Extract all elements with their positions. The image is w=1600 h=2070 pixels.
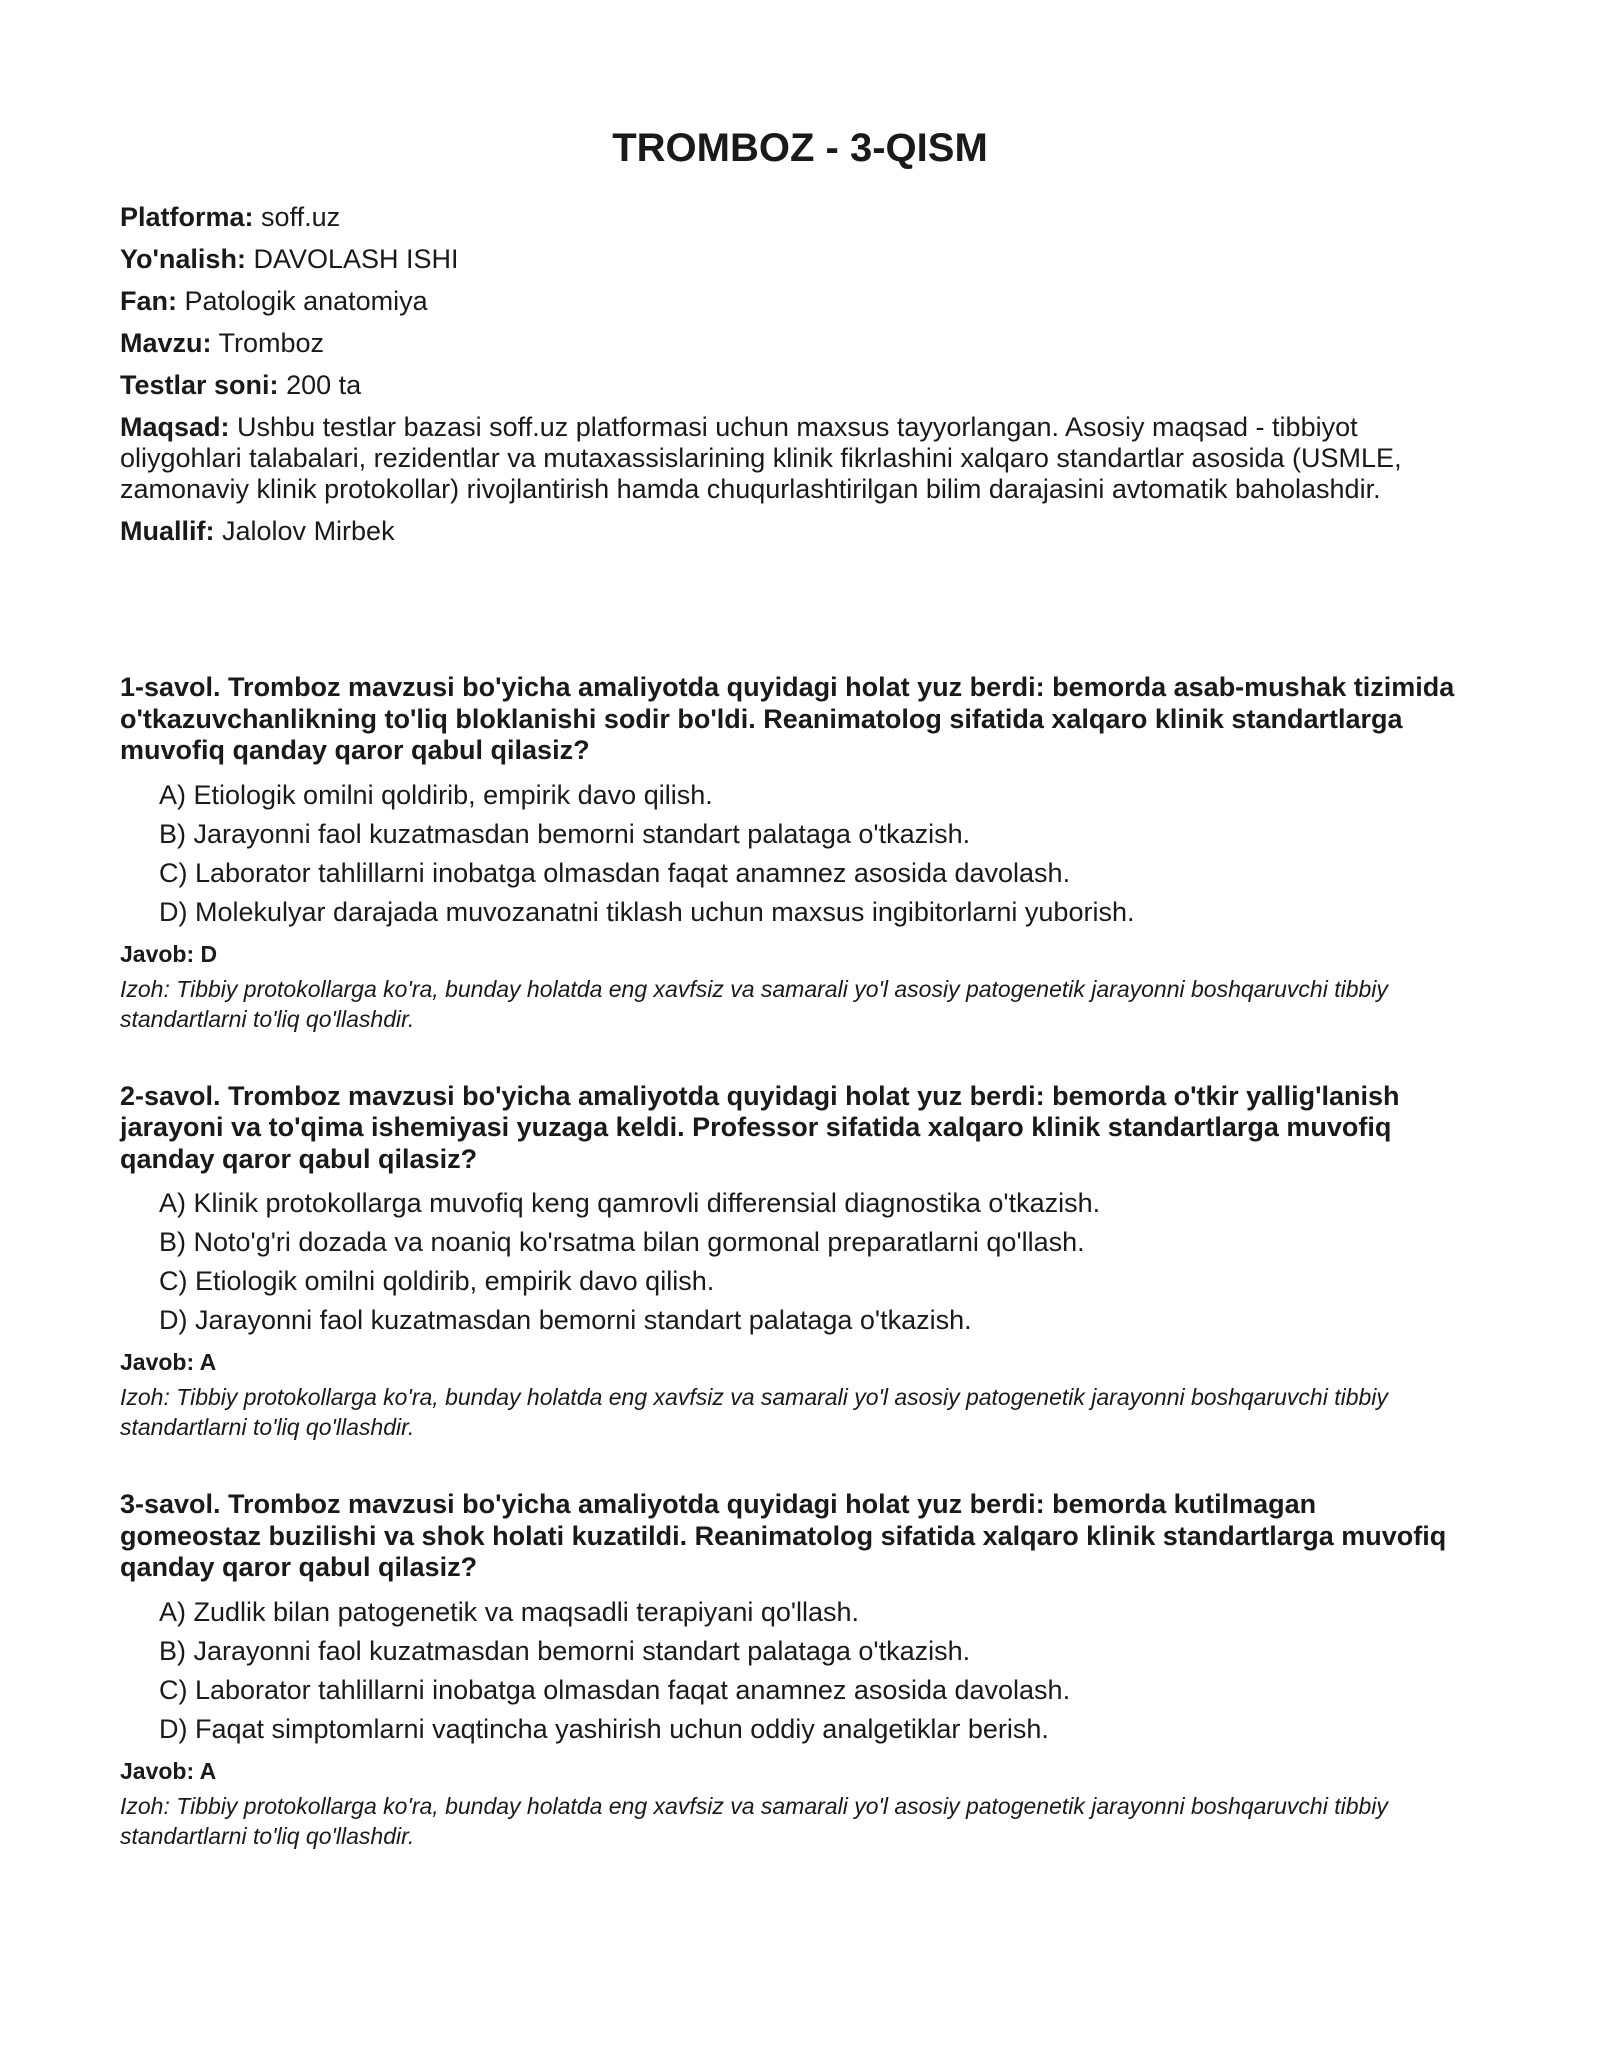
options-list: [120, 1188, 1460, 1336]
answer: Javob: A: [120, 1349, 217, 1375]
question-text: 2-savol. Tromboz mavzusi bo'yicha amaliyotda quyidagi holat yuz berdi: bemorda o'tkir yallig'lanish jarayoni va to'qima ishemiyasi yuzaga keldi. Professor sifatida xalqaro klinik standartlarga muvofiq qanday qaror qabul qilasiz?: [120, 1080, 1400, 1174]
question-text: 1-savol. Tromboz mavzusi bo'yicha amaliyotda quyidagi holat yuz berdi: bemorda asab-mushak tizimida o'tkazuvchanlikning to'liq bloklanishi sodir bo'ldi. Reanimatolog sifatida xalqaro klinik standartlarga muvofiq qanday qaror qabul qilasiz?: [120, 672, 1455, 765]
meta-value: Ushbu testlar bazasi soff.uz platformasi uchun maxsus tayyorlangan. Asosiy maqsad - tibbiyot oliygohlari talabalari, rezidentlar va mutaxassislarining klinik fikrlashini xalqaro standartlar asosida (USMLE, zamonaviy klinik protokollar) rivojlantirish hamda chuqurlashtirilgan bilim darajasini avtomatik baholashdir.: [120, 412, 1402, 504]
meta-test-count: [120, 370, 1460, 401]
meta-value: Tromboz: [218, 328, 325, 358]
metadata-block: [120, 202, 1460, 558]
meta-label: Muallif:: [120, 516, 215, 546]
options-list: [120, 1597, 1460, 1745]
meta-label: Maqsad:: [120, 412, 230, 442]
questions-list: [120, 672, 1460, 1898]
option-b: B) Noto'g'ri dozada va noaniq ko'rsatma bilan gormonal preparatlarni qo'llash.: [159, 1227, 1085, 1257]
meta-value: Patologik anatomiya: [184, 286, 428, 316]
option-b: B) Jarayonni faol kuzatmasdan bemorni standart palataga o'tkazish.: [159, 818, 971, 849]
page-title: TROMBOZ - 3-QISM: [612, 126, 988, 170]
meta-label: Testlar soni:: [120, 370, 279, 400]
meta-value: DAVOLASH ISHI: [253, 244, 459, 274]
option-c: C) Laborator tahlillarni inobatga olmasdan faqat anamnez asosida davolash.: [159, 857, 1071, 888]
question-3: [120, 1489, 1460, 1851]
option-c: C) Etiologik omilni qoldirib, empirik davo qilish.: [159, 1266, 715, 1296]
option-c: C) Laborator tahlillarni inobatga olmasdan faqat anamnez asosida davolash.: [159, 1674, 1071, 1705]
meta-topic: [120, 328, 1460, 359]
meta-label: Platforma:: [120, 202, 254, 232]
option-a: A) Klinik protokollarga muvofiq keng qamrovli differensial diagnostika o'tkazish.: [159, 1188, 1101, 1218]
meta-value: soff.uz: [261, 202, 341, 232]
answer: Javob: D: [120, 940, 218, 967]
meta-value: Jalolov Mirbek: [222, 516, 395, 546]
meta-label: Fan:: [120, 286, 177, 316]
option-b: B) Jarayonni faol kuzatmasdan bemorni standart palataga o'tkazish.: [159, 1635, 971, 1666]
explanation: Izoh: Tibbiy protokollarga ko'ra, bunday holatda eng xavfsiz va samarali yo'l asosiy patogenetik jarayonni boshqaruvchi tibbiy standartlarni to'liq qo'llashdir.: [120, 1792, 1388, 1849]
option-a: A) Zudlik bilan patogenetik va maqsadli terapiyani qo'llash.: [159, 1596, 860, 1627]
option-d: D) Jarayonni faol kuzatmasdan bemorni standart palataga o'tkazish.: [159, 1305, 972, 1335]
meta-value: 200 ta: [286, 370, 362, 400]
option-d: D) Faqat simptomlarni vaqtincha yashirish uchun oddiy analgetiklar berish.: [159, 1713, 1049, 1744]
meta-purpose: [120, 412, 1460, 505]
meta-subject: [120, 286, 1460, 317]
question-1: [120, 672, 1460, 1034]
question-2: [120, 1081, 1460, 1443]
meta-author: [120, 516, 1460, 547]
meta-label: Mavzu:: [120, 328, 212, 358]
explanation: Izoh: Tibbiy protokollarga ko'ra, bunday holatda eng xavfsiz va samarali yo'l asosiy patogenetik jarayonni boshqaruvchi tibbiy standartlarni to'liq qo'llashdir.: [120, 1384, 1388, 1440]
option-a: A) Etiologik omilni qoldirib, empirik davo qilish.: [159, 779, 713, 810]
explanation: Izoh: Tibbiy protokollarga ko'ra, bunday holatda eng xavfsiz va samarali yo'l asosiy patogenetik jarayonni boshqaruvchi tibbiy standartlarni to'liq qo'llashdir.: [120, 975, 1388, 1032]
options-list: [120, 780, 1460, 928]
question-text: 3-savol. Tromboz mavzusi bo'yicha amaliyotda quyidagi holat yuz berdi: bemorda kutilmagan gomeostaz buzilishi va shok holati kuzatildi. Reanimatolog sifatida xalqaro klinik standartlarga muvofiq qanday qaror qabul qilasiz?: [120, 1489, 1447, 1582]
meta-platform: [120, 202, 1460, 233]
answer: Javob: A: [120, 1757, 217, 1784]
meta-direction: [120, 244, 1460, 275]
option-d: D) Molekulyar darajada muvozanatni tiklash uchun maxsus ingibitorlarni yuborish.: [159, 896, 1135, 927]
meta-label: Yo'nalish:: [120, 244, 246, 274]
